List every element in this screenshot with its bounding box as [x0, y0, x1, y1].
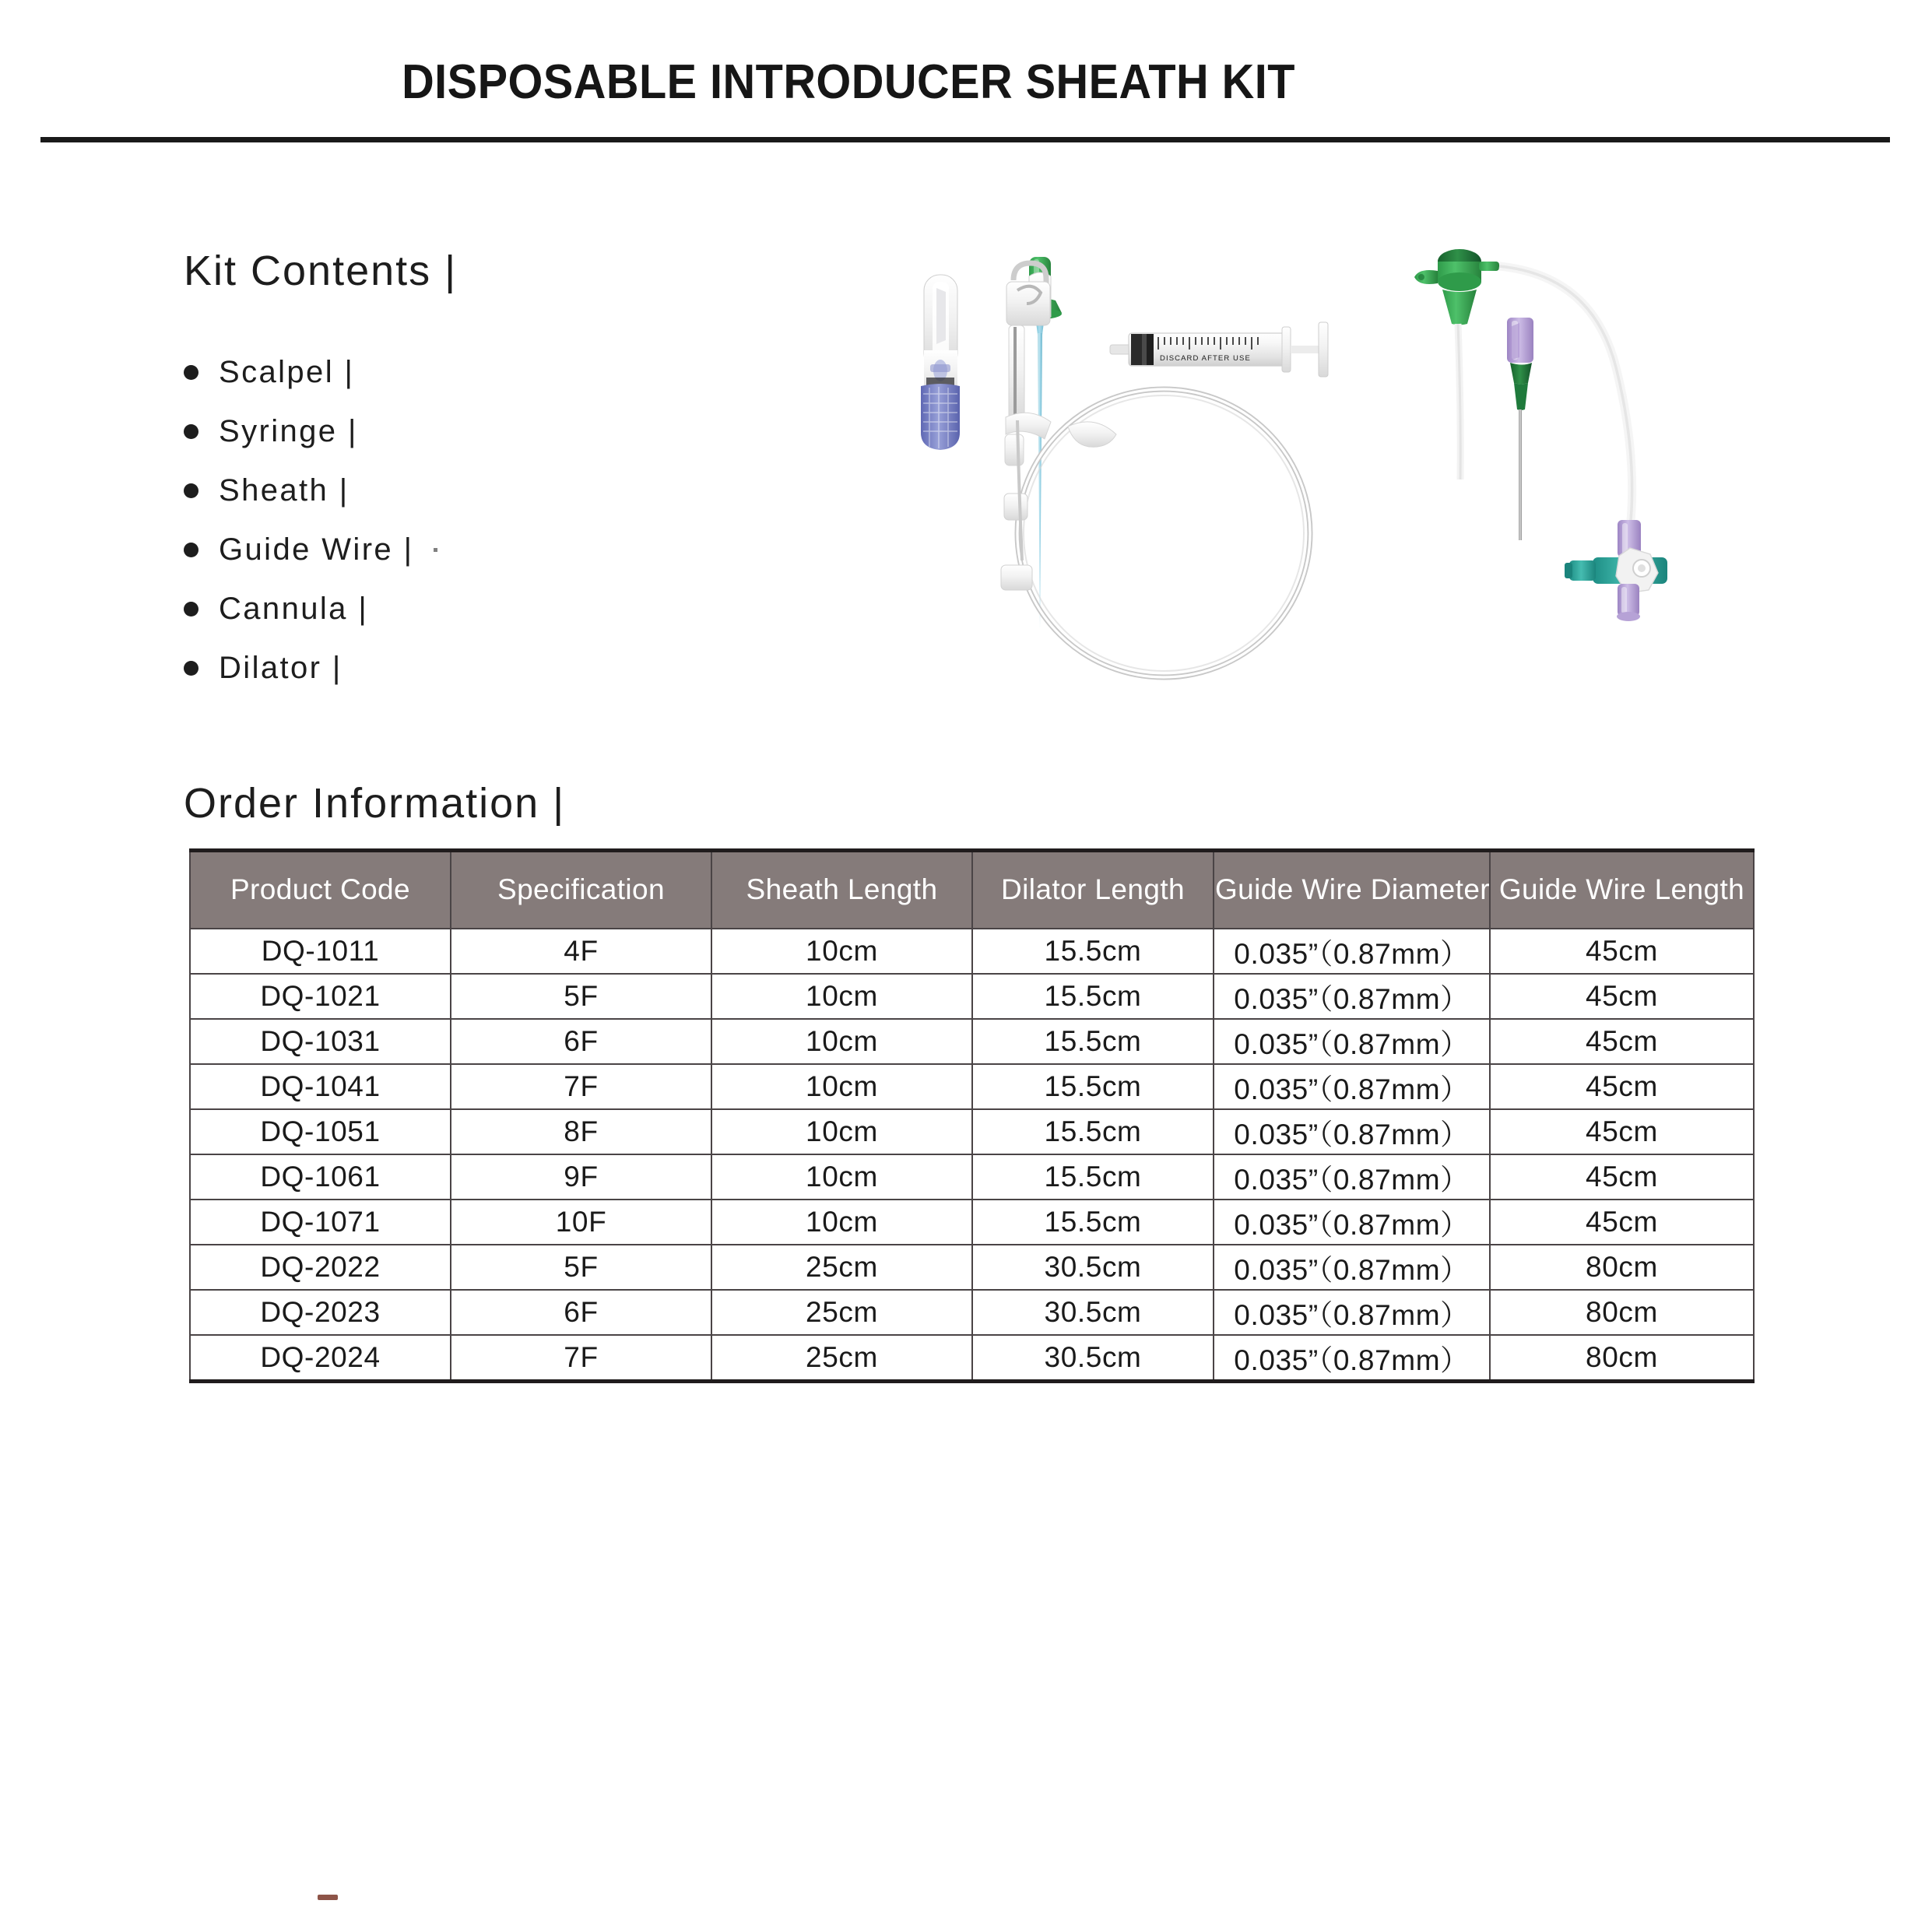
table-row — [190, 974, 1754, 1019]
table-cell: 10cm — [711, 1200, 972, 1245]
product-image — [895, 234, 1681, 716]
kit-contents-heading: Kit Contents | — [184, 248, 458, 294]
table-cell: 15.5cm — [972, 1019, 1214, 1064]
table-column-header: Guide Wire Diameter — [1214, 851, 1490, 929]
page-title: DISPOSABLE INTRODUCER SHEATH KIT — [402, 55, 1295, 109]
stopcock-illustration — [1565, 520, 1667, 621]
table-cell: DQ-1051 — [190, 1109, 451, 1154]
table-cell: 0.035”（0.87mm） — [1214, 1200, 1490, 1245]
table-cell: 45cm — [1490, 929, 1754, 974]
table-cell: 9F — [451, 1154, 711, 1200]
table-cell: 80cm — [1490, 1335, 1754, 1382]
table-cell: 15.5cm — [972, 929, 1214, 974]
table-header-row — [190, 851, 1754, 929]
table-cell: 80cm — [1490, 1290, 1754, 1335]
table-column-header: Product Code — [190, 851, 451, 929]
table-cell: 30.5cm — [972, 1335, 1214, 1382]
table-cell: 4F — [451, 929, 711, 974]
table-cell: 15.5cm — [972, 1064, 1214, 1109]
table-cell: 15.5cm — [972, 1109, 1214, 1154]
kit-contents-item-label: Dilator | — [219, 650, 342, 685]
table-row — [190, 1109, 1754, 1154]
guide-wire-illustration — [1001, 263, 1310, 677]
kit-contents-item — [184, 579, 437, 638]
table-cell: DQ-2024 — [190, 1335, 451, 1382]
syringe-illustration — [1110, 322, 1328, 377]
table-cell: DQ-1021 — [190, 974, 451, 1019]
kit-contents-item — [184, 638, 437, 697]
kit-contents-item — [184, 520, 437, 579]
table-cell: 10cm — [711, 1109, 972, 1154]
kit-contents-item-label: Syringe | — [219, 413, 358, 448]
table-cell: 0.035”（0.87mm） — [1214, 1154, 1490, 1200]
table-row — [190, 1290, 1754, 1335]
table-column-header: Sheath Length — [711, 851, 972, 929]
kit-contents-item — [184, 402, 437, 461]
table-cell: 10cm — [711, 974, 972, 1019]
table-cell: 0.035”（0.87mm） — [1214, 929, 1490, 974]
table-cell: 15.5cm — [972, 1200, 1214, 1245]
table-cell: 30.5cm — [972, 1245, 1214, 1290]
bullet-icon — [184, 661, 198, 676]
table-cell: 0.035”（0.87mm） — [1214, 1335, 1490, 1382]
table-row — [190, 1019, 1754, 1064]
kit-contents-item-label: Cannula | — [219, 591, 369, 626]
table-cell: 10cm — [711, 1154, 972, 1200]
table-row — [190, 1154, 1754, 1200]
kit-contents-item-label: Sheath | — [219, 472, 350, 508]
table-cell: 15.5cm — [972, 1154, 1214, 1200]
table-cell: DQ-2023 — [190, 1290, 451, 1335]
table-cell: 15.5cm — [972, 974, 1214, 1019]
table-row — [190, 1064, 1754, 1109]
table-cell: 0.035”（0.87mm） — [1214, 1064, 1490, 1109]
table-cell: DQ-1061 — [190, 1154, 451, 1200]
kit-contents-list — [184, 342, 437, 697]
table-cell: 8F — [451, 1109, 711, 1154]
table-cell: 45cm — [1490, 974, 1754, 1019]
table-cell: 45cm — [1490, 1109, 1754, 1154]
table-cell: DQ-1031 — [190, 1019, 451, 1064]
scalpel-illustration — [921, 275, 960, 450]
kit-contents-item-label: Guide Wire | — [219, 532, 414, 567]
text-artifact-mark — [434, 548, 437, 552]
order-information-table — [189, 848, 1755, 1383]
table-cell: DQ-1041 — [190, 1064, 451, 1109]
table-cell: 10cm — [711, 929, 972, 974]
table-cell: 0.035”（0.87mm） — [1214, 974, 1490, 1019]
table-row — [190, 929, 1754, 974]
table-cell: 30.5cm — [972, 1290, 1214, 1335]
table-cell: 80cm — [1490, 1245, 1754, 1290]
table-cell: 7F — [451, 1335, 711, 1382]
table-cell: 25cm — [711, 1290, 972, 1335]
dilator-needle-illustration — [1507, 318, 1533, 540]
kit-contents-item — [184, 342, 437, 402]
table-cell: 25cm — [711, 1245, 972, 1290]
table-cell: 0.035”（0.87mm） — [1214, 1109, 1490, 1154]
kit-contents-item-label: Scalpel | — [219, 354, 355, 389]
table-cell: 5F — [451, 1245, 711, 1290]
table-cell: 25cm — [711, 1335, 972, 1382]
table-cell: DQ-1071 — [190, 1200, 451, 1245]
table-column-header: Guide Wire Length — [1490, 851, 1754, 929]
bullet-icon — [184, 543, 198, 557]
title-divider — [40, 137, 1890, 142]
table-cell: 10cm — [711, 1064, 972, 1109]
bullet-icon — [184, 483, 198, 498]
table-cell: 10F — [451, 1200, 711, 1245]
table-column-header: Specification — [451, 851, 711, 929]
table-cell: 45cm — [1490, 1019, 1754, 1064]
syringe-label: DISCARD AFTER USE — [1160, 354, 1251, 363]
bullet-icon — [184, 365, 198, 380]
bullet-icon — [184, 424, 198, 439]
table-cell: 0.035”（0.87mm） — [1214, 1019, 1490, 1064]
table-cell: 0.035”（0.87mm） — [1214, 1245, 1490, 1290]
table-cell: 7F — [451, 1064, 711, 1109]
table-cell: 6F — [451, 1290, 711, 1335]
table-cell: 10cm — [711, 1019, 972, 1064]
table-cell: 45cm — [1490, 1064, 1754, 1109]
page-edge-artifact — [318, 1895, 338, 1900]
table-cell: 6F — [451, 1019, 711, 1064]
table-cell: 45cm — [1490, 1154, 1754, 1200]
table-cell: 45cm — [1490, 1200, 1754, 1245]
table-column-header: Dilator Length — [972, 851, 1214, 929]
kit-contents-item — [184, 461, 437, 520]
bullet-icon — [184, 602, 198, 616]
table-cell: 0.035”（0.87mm） — [1214, 1290, 1490, 1335]
table-row — [190, 1200, 1754, 1245]
table-cell: DQ-2022 — [190, 1245, 451, 1290]
table-row — [190, 1335, 1754, 1382]
table-row — [190, 1245, 1754, 1290]
order-information-heading: Order Information | — [184, 780, 566, 827]
table-cell: DQ-1011 — [190, 929, 451, 974]
table-cell: 5F — [451, 974, 711, 1019]
